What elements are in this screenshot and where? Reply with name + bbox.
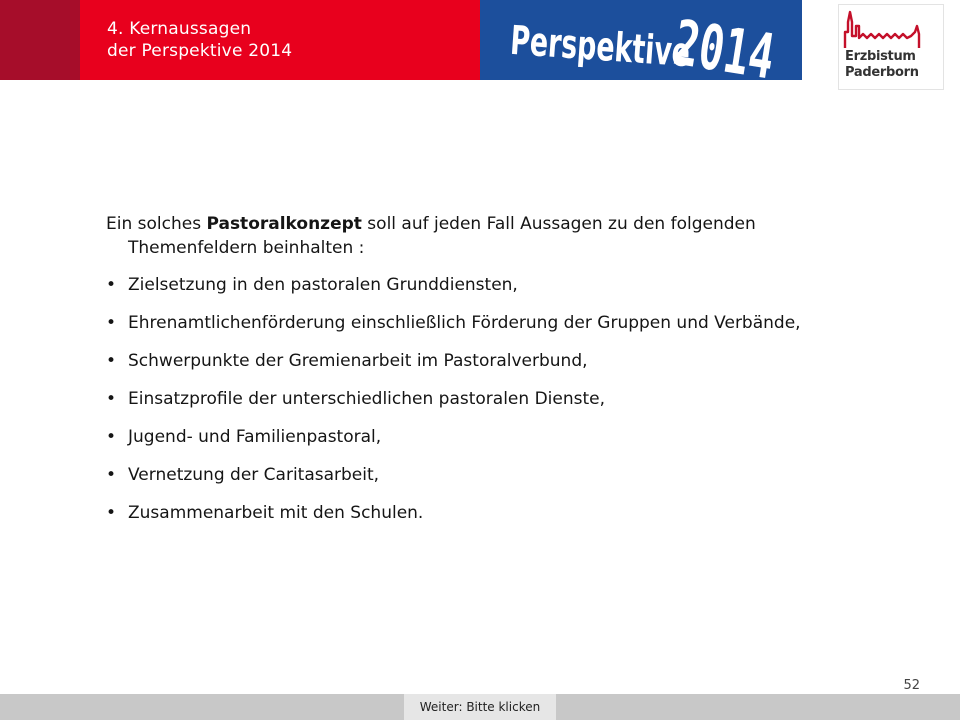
slide-number: 52	[903, 678, 920, 693]
bullet-marker: •	[106, 427, 117, 447]
list-item-text: Vernetzung der Caritasarbeit,	[128, 465, 380, 485]
bullet-marker: •	[106, 313, 117, 333]
list-item	[106, 311, 866, 335]
perspektive-2014-banner	[480, 0, 802, 80]
cathedral-silhouette-icon	[843, 8, 923, 50]
bullet-marker: •	[106, 503, 117, 523]
bullet-marker: •	[106, 465, 117, 485]
erzbistum-paderborn-logo	[838, 4, 944, 90]
list-item	[106, 387, 866, 411]
slide-title	[107, 18, 292, 62]
banner-logo-year: 2014	[669, 5, 802, 80]
slide-body	[106, 212, 866, 539]
perspektive-2014-logo	[480, 0, 802, 80]
erzbistum-paderborn-wordmark	[845, 49, 919, 81]
slide-title-line-1: 4. Kernaussagen	[107, 19, 252, 39]
bullet-marker: •	[106, 389, 117, 409]
next-slide-button[interactable]	[404, 694, 556, 720]
logo-line-1: Erzbistum	[845, 49, 916, 64]
list-item-text: Jugend- und Familienpastoral,	[128, 427, 382, 447]
list-item-text: Einsatzprofile der unterschiedlichen pastoralen Dienste,	[128, 389, 605, 409]
intro-text-start: Ein solches	[106, 214, 207, 234]
banner-logo-word: Perspektive	[508, 17, 780, 80]
intro-keyword: Pastoralkonzept	[206, 214, 362, 234]
list-item-text: Zielsetzung in den pastoralen Grunddiensten,	[128, 275, 518, 295]
bullet-marker: •	[106, 275, 117, 295]
list-item	[106, 273, 866, 297]
bullet-marker: •	[106, 351, 117, 371]
next-slide-label: Weiter: Bitte klicken	[419, 700, 541, 714]
slide-title-line-2: der Perspektive 2014	[107, 41, 293, 61]
list-item	[106, 425, 866, 449]
list-item	[106, 463, 866, 487]
list-item-text: Zusammenarbeit mit den Schulen.	[128, 503, 424, 523]
intro-paragraph	[106, 212, 866, 260]
logo-line-2: Paderborn	[845, 65, 919, 80]
intro-text-end: soll auf jeden Fall Aussagen zu den folgenden Themenfeldern beinhalten :	[128, 214, 756, 258]
list-item	[106, 349, 866, 373]
list-item	[106, 501, 866, 525]
list-item-text: Ehrenamtlichenförderung einschließlich Förderung der Gruppen und Verbände,	[128, 313, 801, 333]
list-item-text: Schwerpunkte der Gremienarbeit im Pastoralverbund,	[128, 351, 588, 371]
header-accent-block	[0, 0, 80, 80]
